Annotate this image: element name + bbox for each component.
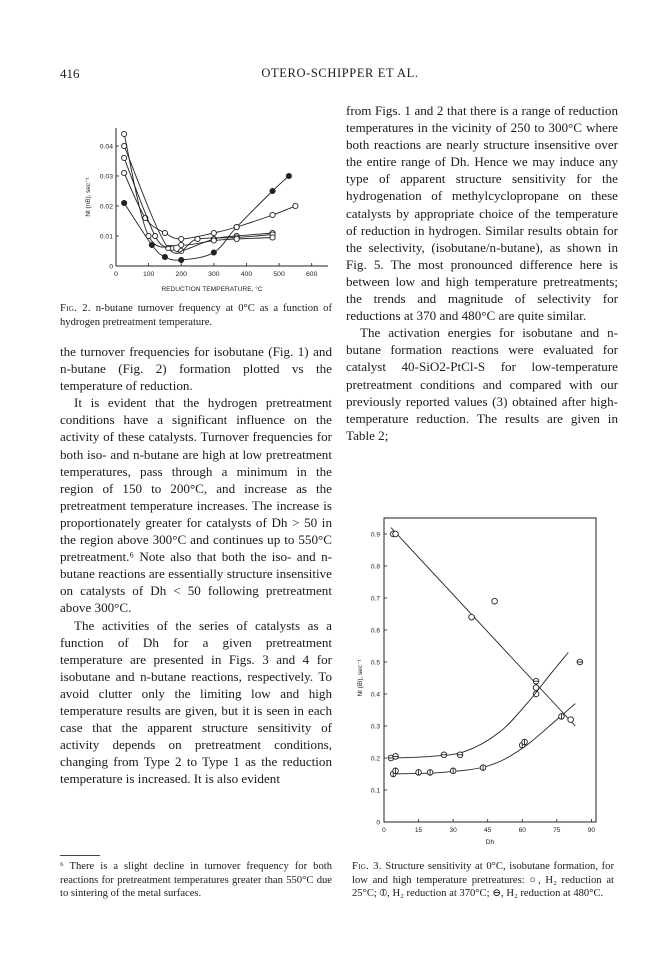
fig3-frame [384, 518, 596, 822]
fig2-data-point [293, 203, 298, 208]
fig2-data-point [234, 224, 239, 229]
footnote: ⁶ There is a slight decline in turnover frequency for both reactions for pretreatment temperatures greater than 550°C due to sintering of the metal surfaces. [60, 861, 332, 900]
fig2-x-tick-label: 600 [306, 271, 318, 278]
fig3-data-point [522, 739, 528, 745]
fig2-data-point [234, 236, 239, 241]
fig2-y-tick-label: 0.03 [99, 173, 113, 181]
right-paragraph-1: from Figs. 1 and 2 that there is a range of reduction temperatures in the vicinity of 250 to 300°C where both reactions are nearly structure insensitive over the entire range of Dh. Hence we may induce any type of apparent structure sensitivity for the hydrogenation of methylcyclopropane on these catalysts by appropriate choice of the temperature of reduction in hydrogen. Similar results obtain for the selectivity, (isobutane/n-butane), as shown in Fig. 5. The most pronounced difference here is between low and high temperature pretreatments; the trends and magnitude of selectivity for reductions at 370 and 480°C are quite similar. [346, 103, 618, 324]
fig3-x-tick-label: 45 [484, 827, 492, 834]
fig3-y-axis-label: Nt (iB), sec⁻¹ [357, 659, 364, 697]
fig3-y-tick-label: 0.8 [370, 563, 380, 571]
fig3-y-tick-label: 0 [376, 819, 380, 827]
fig2-data-point [146, 233, 151, 238]
left-paragraph-3: The activities of the series of catalysts as a function of Dh for a given pretreatment temperature are presented in Figs. 3 and 4 for isobutane and n-butane reactions, respectively. To avoid clutter only the limiting low and high temperature results are given, but it is seen in each case that the apparent structure sensitivity of activity depends on pretreatment conditions, changing from Type 2 to Type 1 as the reduction temperature is increased. It is also evident [60, 617, 332, 787]
fig2-data-point [270, 188, 275, 193]
figure-3-chart [346, 510, 616, 855]
fig3-y-tick-label: 0.2 [370, 755, 380, 763]
fig3-data-point [393, 768, 399, 774]
fig2-data-point [162, 230, 167, 235]
fig2-data-point [286, 173, 291, 178]
fig2-data-point [211, 250, 216, 255]
fig2-series-line [124, 134, 272, 247]
fig3-y-tick-label: 0.4 [370, 691, 380, 699]
fig3-data-point [559, 714, 565, 720]
fig2-data-point [179, 257, 184, 262]
fig2-data-point [211, 230, 216, 235]
figure-3-caption-text: Structure sensitivity at 0°C, isobutane formation, for low and high temperature pretreatures: ○, H₂ reduction at 25°C; ⦶, H₂ reduction at 370°C; ⊖, H₂ reduction at 480°C. [352, 861, 615, 899]
fig3-data-point [450, 768, 456, 774]
fig2-data-point [179, 236, 184, 241]
page-header [60, 66, 620, 86]
fig3-data-point [577, 659, 583, 665]
fig3-y-tick-label: 0.6 [370, 627, 380, 635]
fig2-data-point [195, 236, 200, 241]
fig2-data-point [122, 131, 127, 136]
fig3-y-tick-label: 0.5 [370, 659, 380, 667]
right-column [346, 102, 618, 444]
fig3-series-line [391, 652, 568, 758]
fig2-data-point [122, 200, 127, 205]
fig2-y-tick-label: 0 [109, 263, 113, 271]
fig2-x-tick-label: 500 [273, 271, 285, 278]
fig3-y-tick-label: 0.3 [370, 723, 380, 731]
fig2-x-tick-label: 0 [114, 271, 118, 278]
fig2-data-point [211, 238, 216, 243]
left-paragraph-2: It is evident that the hydrogen pretreatment conditions have a significant influence on the activity of these catalysts. Turnover frequencies for both iso- and n-butane are high at low pretreatment temperatures, pass through a minimum in the region of 150 to 200°C, and increase as the pretreatment temperature increases. The increase is proportionately greater for catalysts of Dh > 50 in the region above 300°C and continues up to 550°C pretreatment.⁶ Note also that both the iso- and n-butane reactions are essentially structure insensitive on catalysts of Dh < 50 following pretreatment above 300°C. [60, 395, 332, 616]
fig3-data-point [427, 770, 433, 776]
fig3-series-line [391, 528, 575, 726]
figure-2-chart [60, 118, 350, 298]
fig3-data-point [416, 770, 422, 776]
fig2-data-point [162, 254, 167, 259]
left-column [60, 343, 332, 787]
figure-2-caption [60, 302, 332, 329]
left-paragraph-1: the turnover frequencies for isobutane (Fig. 1) and n-butane (Fig. 2) formation plotted vs the temperature of reduction. [60, 344, 332, 394]
fig3-data-point [393, 754, 399, 760]
fig2-y-tick-label: 0.01 [99, 233, 113, 241]
fig2-data-point [122, 170, 127, 175]
fig3-x-axis-label: Dh [485, 839, 495, 846]
figure-3-caption [352, 860, 614, 901]
fig3-y-tick-label: 0.9 [370, 531, 380, 539]
fig2-data-point [270, 235, 275, 240]
fig2-y-tick-label: 0.02 [99, 203, 113, 211]
fig2-data-point [122, 155, 127, 160]
fig2-y-axis-label: Nt (nB), sec⁻¹ [85, 177, 92, 217]
fig2-x-tick-label: 400 [240, 271, 253, 278]
fig2-x-axis-label: REDUCTION TEMPERATURE, °C [161, 286, 263, 293]
fig3-data-point [441, 752, 447, 758]
fig3-data-point [533, 678, 539, 684]
fig2-data-point [179, 242, 184, 247]
fig3-data-point [492, 598, 498, 604]
fig3-data-point [457, 752, 463, 758]
fig3-data-point [469, 614, 475, 620]
fig3-data-point [568, 717, 574, 723]
fig3-y-tick-label: 0.7 [370, 595, 380, 603]
fig3-x-tick-label: 30 [449, 827, 457, 834]
footnote-rule [60, 855, 100, 856]
fig3-x-tick-label: 60 [518, 827, 526, 834]
fig2-x-tick-label: 100 [142, 271, 155, 278]
fig3-data-point [480, 765, 486, 771]
figure-3-caption-label: Fig. 3. [352, 861, 382, 872]
page-number: 416 [60, 66, 80, 81]
fig2-x-tick-label: 200 [175, 271, 187, 278]
fig2-x-tick-label: 300 [208, 271, 220, 278]
figure-2-caption-text: n-butane turnover frequency at 0°C as a function of hydrogen pretreatment temperature. [60, 303, 332, 328]
figure-2-caption-label: Fig. 2. [60, 303, 91, 314]
fig3-x-tick-label: 0 [382, 827, 386, 834]
fig3-y-tick-label: 0.1 [370, 787, 380, 795]
fig3-x-tick-label: 90 [587, 827, 596, 834]
fig3-x-tick-label: 75 [553, 827, 561, 834]
right-paragraph-2: The activation energies for isobutane and n-butane formation reactions were evaluated for catalyst 40-SiO2-PtCl-S for low-temperature pretreatment conditions and compared with our previously reported values (3) obtained after high-temperature reduction. The results are given in Table 2; [346, 325, 618, 443]
fig3-series-line [391, 704, 575, 774]
fig2-series-line [124, 173, 295, 239]
fig2-y-tick-label: 0.04 [99, 143, 113, 151]
fig2-data-point [270, 212, 275, 217]
running-title: OTERO-SCHIPPER ET AL. [261, 66, 419, 80]
fig3-x-tick-label: 15 [414, 827, 423, 834]
fig3-data-point [393, 531, 399, 537]
fig2-data-point [153, 233, 158, 238]
